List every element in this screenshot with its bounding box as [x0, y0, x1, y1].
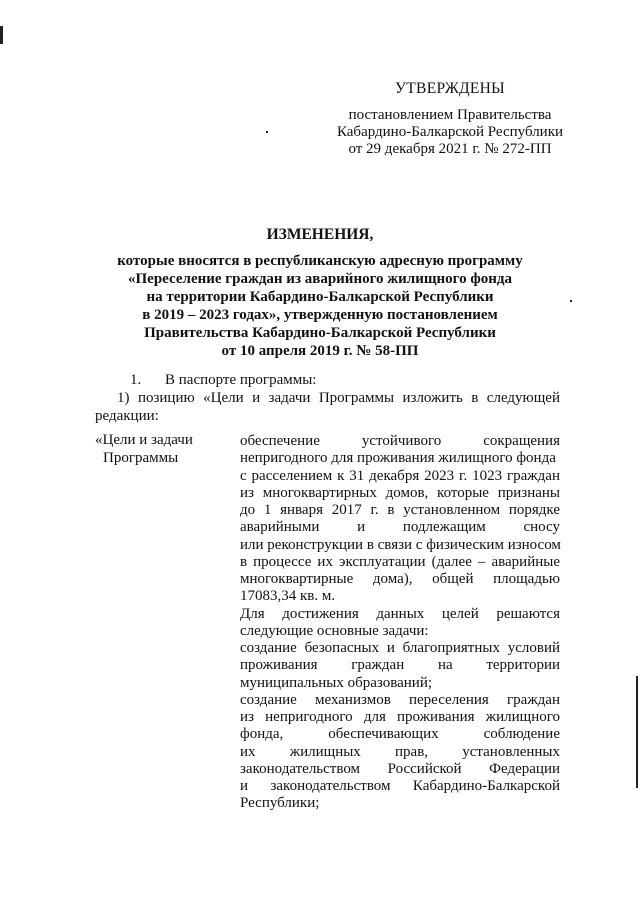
title-line-3: на территории Кабардино-Балкарской Республики [146, 289, 494, 305]
sub-item-line-1: 1) позицию «Цели и задачи Программы изложить в следующей [117, 390, 560, 406]
passport-line-17: из непригодного для проживания жилищного [240, 709, 560, 725]
passport-line-2: непригодного для проживания жилищного фонда [240, 450, 556, 467]
scan-mark [0, 26, 3, 44]
passport-label-line-1: «Цели и задачи [95, 432, 193, 448]
passport-line-20: законодательством Российской Федерации [240, 760, 560, 777]
passport-line-21: и законодательством Кабардино-Балкарской [240, 778, 560, 794]
passport-line-14: проживания граждан на территории [240, 657, 560, 674]
title-line-1: которые вносятся в республиканскую адресную программу [117, 253, 523, 269]
passport-line-9: многоквартирные дома), общей площадью [240, 571, 560, 587]
passport-line-6: аварийными и подлежащим сносу [240, 519, 560, 536]
passport-line-8: в процессе их эксплуатации (далее – аварийные [240, 553, 560, 570]
passport-line-5: до 1 января 2017 г. в установленном порядке [240, 502, 560, 518]
passport-line-16: создание механизмов переселения граждан [240, 691, 560, 708]
title-line-6: от 10 апреля 2019 г. № 58-ПП [221, 343, 419, 359]
sub-item-line-2: редакции: [95, 408, 159, 424]
passport-label-line-2: Программы [103, 450, 179, 466]
title-line-5: Правительства Кабардино-Балкарской Республики [144, 325, 496, 341]
title-heading: ИЗМЕНЕНИЯ, [266, 226, 374, 243]
scan-border-mark [636, 676, 638, 788]
approval-line-2: Кабардино-Балкарской Республики [336, 124, 564, 140]
approval-heading: УТВЕРЖДЕНЫ [395, 80, 505, 97]
scan-dot [266, 131, 268, 133]
scan-dot [570, 300, 572, 302]
title-line-2: «Переселение граждан из аварийного жилищного фонда [128, 271, 512, 287]
passport-line-19: их жилищных прав, установленных [240, 743, 560, 760]
approval-line-1: постановлением Правительства [348, 107, 552, 123]
passport-line-7: или реконструкции в связи с физическим износом [240, 536, 561, 553]
passport-line-11: Для достижения данных целей решаются [240, 605, 560, 622]
item-number: 1. [130, 372, 142, 388]
passport-line-4: из многоквартирных домов, которые признаны [240, 484, 560, 501]
passport-line-12: следующие основные задачи: [240, 622, 429, 639]
passport-line-15: муниципальных образований; [240, 674, 433, 691]
title-line-4: в 2019 – 2023 годах», утвержденную постановлением [142, 307, 498, 323]
passport-line-10: 17083,34 кв. м. [240, 588, 336, 605]
passport-line-1: обеспечение устойчивого сокращения [240, 433, 560, 449]
passport-line-22: Республики; [240, 795, 320, 812]
approval-line-3: от 29 декабря 2021 г. № 272-ПП [348, 141, 552, 157]
passport-line-13: создание безопасных и благоприятных условий [240, 640, 560, 656]
passport-line-3: с расселением к 31 декабря 2023 г. 1023 граждан [240, 467, 560, 484]
passport-line-18: фонда, обеспечивающих соблюдение [240, 726, 560, 743]
item-text: В паспорте программы: [165, 372, 317, 388]
